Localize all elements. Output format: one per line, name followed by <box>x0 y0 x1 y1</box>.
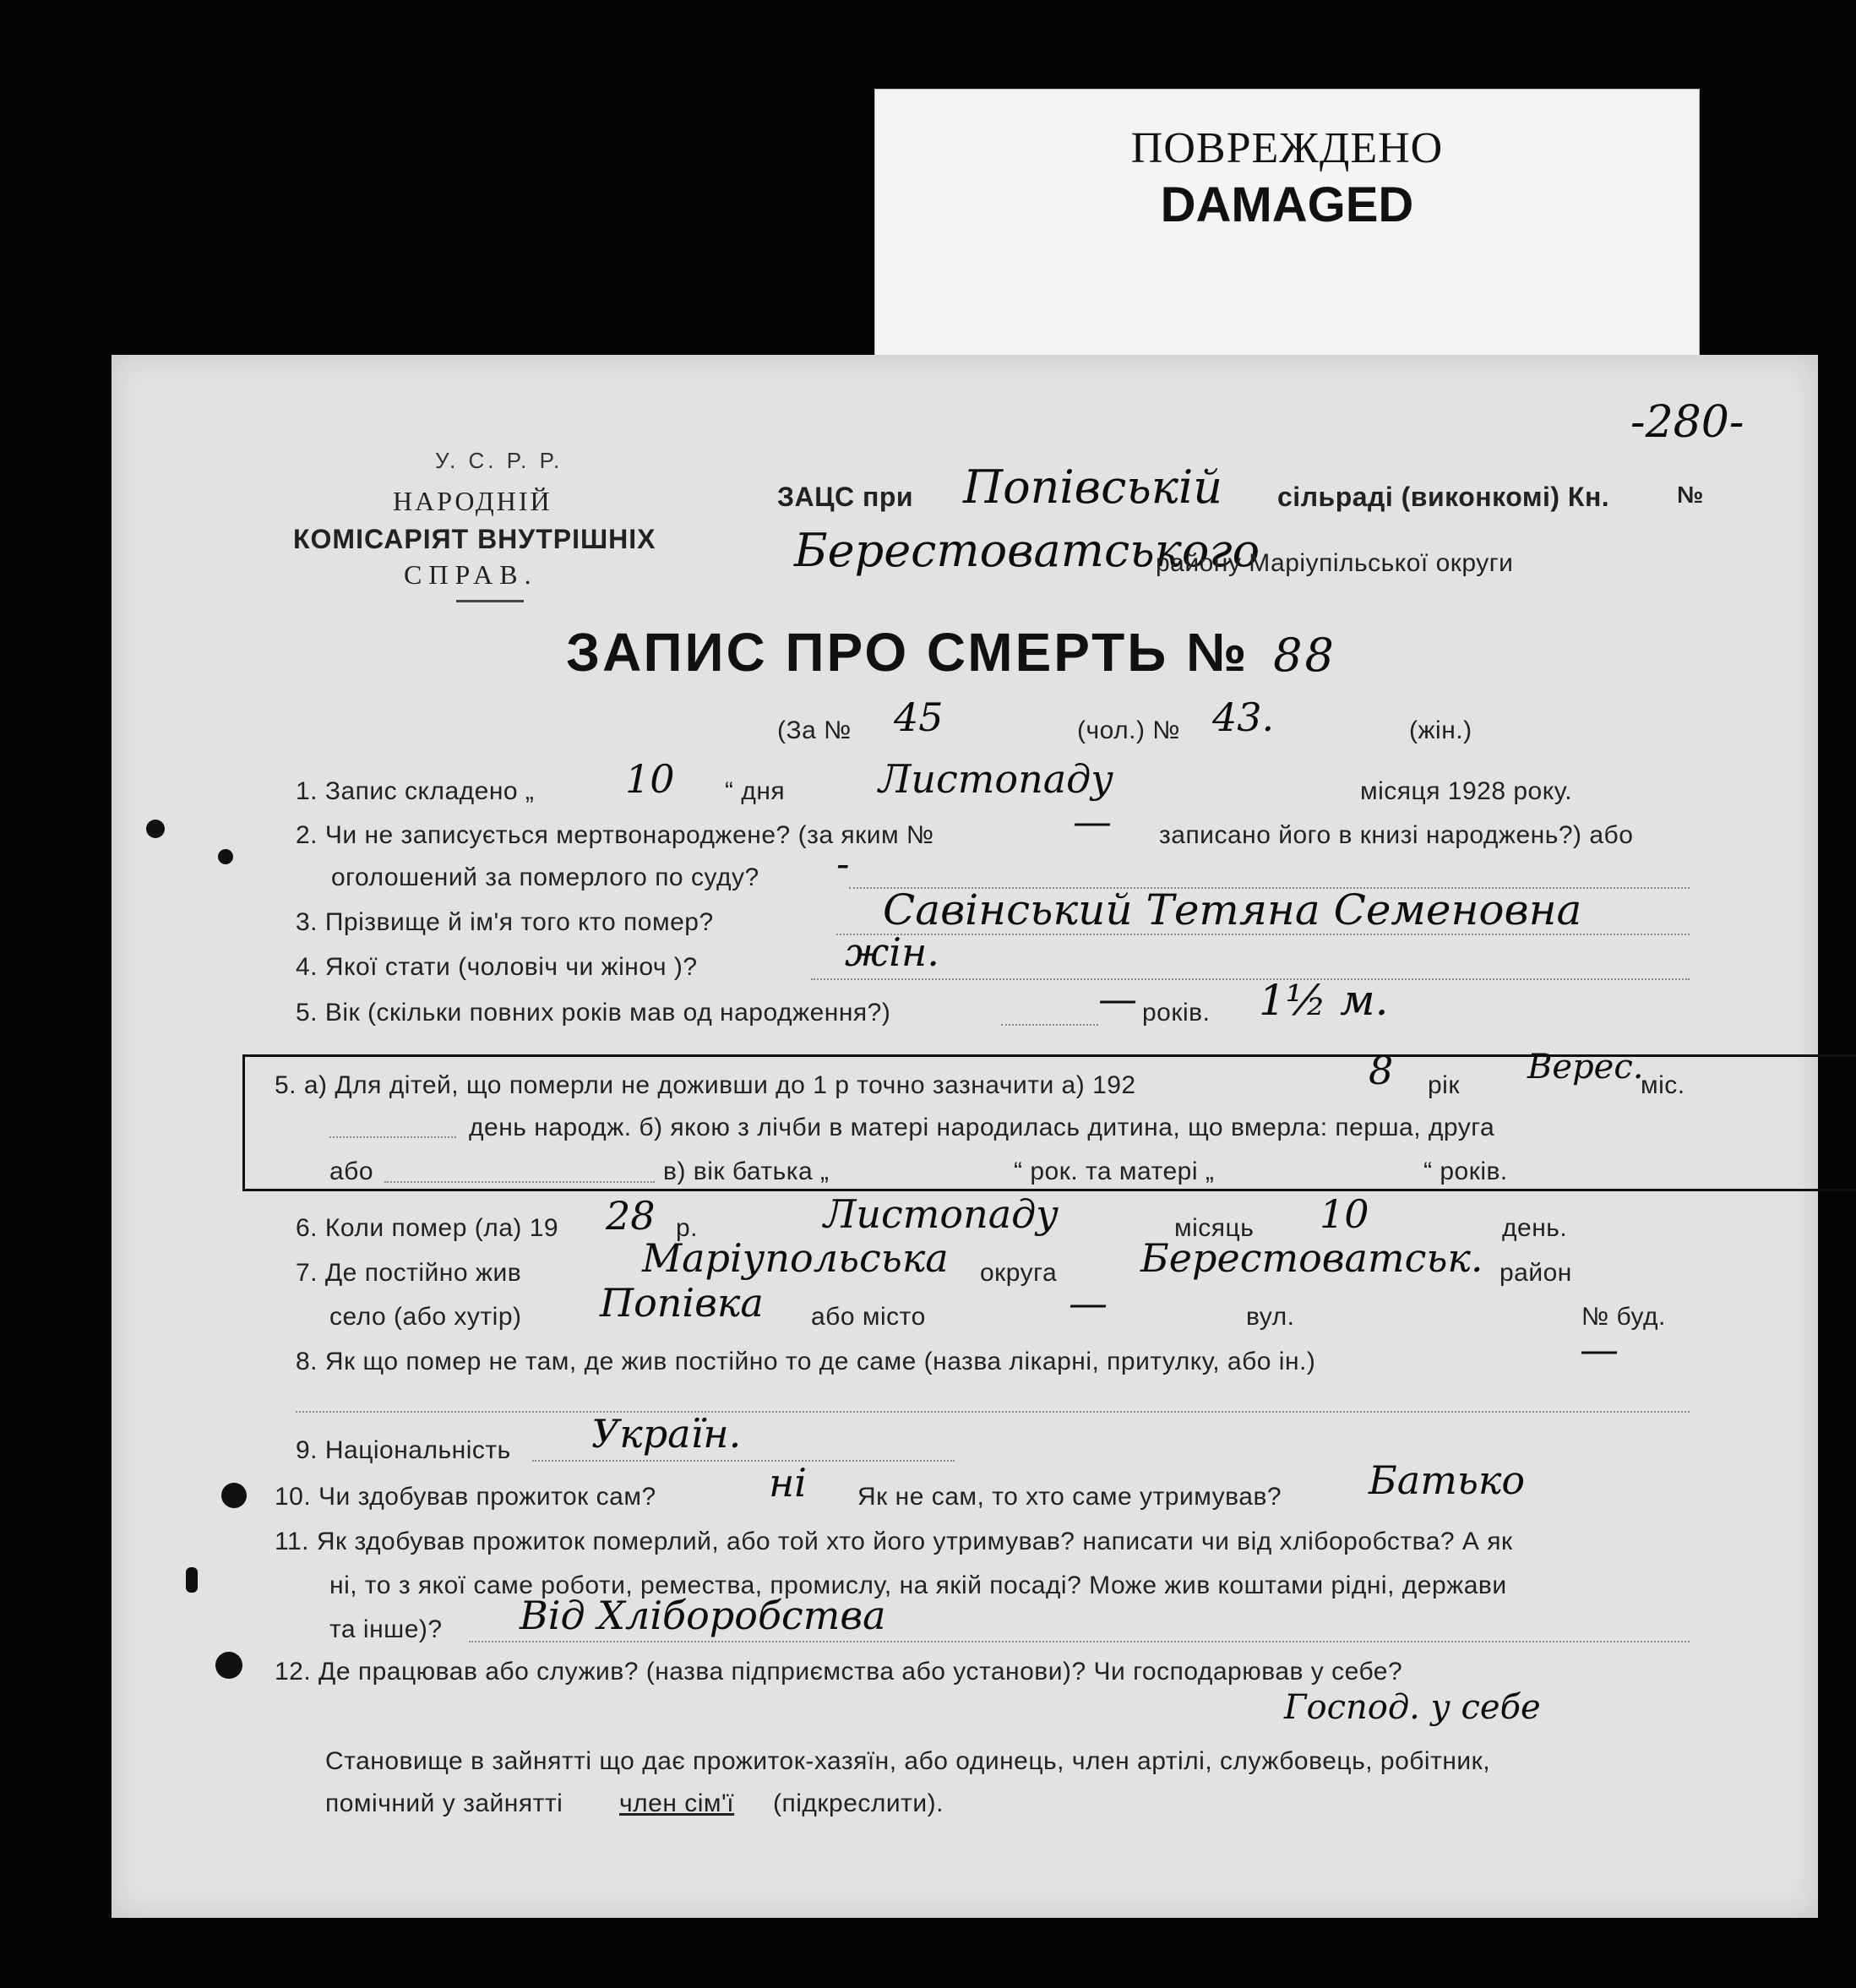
item6-text-c: місяць <box>1174 1214 1255 1242</box>
status-line2a: помічний у зайнятті <box>325 1789 563 1817</box>
item5-text-b: років. <box>1142 999 1211 1027</box>
zags-number-sign: № <box>1677 482 1704 508</box>
header-komisariat: КОМІСАРІЯТ ВНУТРІШНІХ <box>293 524 656 554</box>
item5a-line1b: рік <box>1428 1071 1460 1099</box>
page-title <box>566 621 1336 684</box>
page-number: -280- <box>1630 397 1744 448</box>
subtitle-male-hw: 45 <box>894 694 944 740</box>
item8-dotline <box>296 1411 1690 1413</box>
item11-line3: та інше)? <box>329 1615 443 1643</box>
header-ussr: У. С. Р. Р. <box>435 448 563 473</box>
item5a-line3d: “ років. <box>1423 1157 1508 1185</box>
item2-text-c: оголошений за померлого по суду? <box>331 863 759 891</box>
title-number-hw: 88 <box>1273 629 1336 682</box>
title-text: ЗАПИС ПРО СМЕРТЬ № <box>566 622 1249 683</box>
damage-spot <box>218 849 233 864</box>
subtitle-male-label: (чол.) № <box>1077 716 1180 744</box>
item6-day-hw: 10 <box>1320 1191 1369 1237</box>
zags-suffix: сільраді (виконкомі) Кн. <box>1277 482 1610 512</box>
damage-spot <box>215 1652 242 1679</box>
item7-raion-hw: Берестоватськ. <box>1140 1235 1483 1281</box>
district-hw: Берестоватського <box>794 524 1260 577</box>
header-sprav: СПРАВ. <box>404 559 538 590</box>
item10-hw1: ні <box>769 1460 808 1506</box>
item9-dotline <box>532 1460 955 1462</box>
item11-hw: Від Хліборобства <box>520 1593 886 1638</box>
item8-text: 8. Як що помер не там, де жив постійно то де саме (назва лікарні, притулку, або ін.) <box>296 1348 1316 1375</box>
item10-hw2: Батько <box>1369 1457 1526 1503</box>
status-line1: Становище в зайнятті що дає прожиток-хазяїн, або одинець, член артілі, службовець, робітник, <box>325 1747 1491 1775</box>
item6-text-b: р. <box>676 1214 699 1242</box>
item3-name-hw: Савінський Тетяна Семеновна <box>883 885 1582 934</box>
item1-text-c: місяця 1928 року. <box>1360 777 1573 805</box>
item5-hw-years: — <box>1098 976 1137 1021</box>
item4-dotline <box>811 978 1690 980</box>
item6-year-hw: 28 <box>606 1193 656 1239</box>
item5a-line3b: в) вік батька „ <box>663 1157 830 1185</box>
item5a-line3a: або <box>329 1157 374 1185</box>
zags-prefix: ЗАЦС при <box>777 482 914 512</box>
subtitle-female-label: (жін.) <box>1409 716 1472 744</box>
item5a-line1c: міс. <box>1641 1071 1685 1099</box>
damage-spot <box>146 820 165 838</box>
item4-sex-hw: жін. <box>845 929 939 975</box>
item5a-year-hw: 8 <box>1369 1048 1394 1093</box>
item7-text-a: 7. Де постійно жив <box>296 1259 522 1287</box>
item7-text-f: вул. <box>1246 1303 1295 1331</box>
header-narodniy: НАРОДНІЙ <box>393 486 552 516</box>
item5-hw-months: 1½ м. <box>1259 976 1389 1025</box>
item10-text-b: Як не сам, то хто саме утримував? <box>857 1483 1282 1511</box>
item1-text-b: “ дня <box>725 777 786 805</box>
item5-dotline-1 <box>1001 1024 1098 1026</box>
subtitle-female-hw: 43. <box>1212 694 1275 740</box>
item5a-month-hw: Верес. <box>1527 1048 1644 1087</box>
item2-text-a: 2. Чи не записується мертвонароджене? (за яким № <box>296 821 934 849</box>
item1-month-hw: Листопаду <box>879 756 1113 802</box>
status-line2b: член сім'ї <box>619 1789 735 1817</box>
damage-spot <box>221 1483 247 1508</box>
item8-hw: — <box>1580 1326 1619 1372</box>
item2-hw: — <box>1073 798 1112 844</box>
item11-line1: 11. Як здобував прожиток померлий, або той хто його утримував? написати чи від хліборобства? А як <box>275 1528 1513 1555</box>
item9-nationality-hw: Україн. <box>591 1411 742 1457</box>
item7-text-b: округа <box>980 1259 1058 1287</box>
item1-text-a: 1. Запис складено „ <box>296 777 535 805</box>
district-suffix: району Маріупільської округи <box>1156 549 1514 577</box>
item5a-line1: 5. а) Для дітей, що померли не доживши до 1 р точно зазначити а) 192 <box>275 1071 1136 1099</box>
item2-text-b: записано його в книзі народжень?) або <box>1159 821 1634 849</box>
item6-month-hw: Листопаду <box>824 1191 1059 1237</box>
item7-text-c: район <box>1499 1259 1572 1287</box>
item1-day-hw: 10 <box>625 756 675 802</box>
item5a-line2: день народж. б) якою з лічби в матері народилась дитина, що вмерла: перша, друга <box>469 1114 1495 1141</box>
header-rule <box>456 600 524 602</box>
item7-text-d: село (або хутір) <box>329 1303 522 1331</box>
item11-line2: ні, то з якої саме роботи, ремества, промислу, на якій посаді? Може жив коштами рідні, держави <box>329 1571 1507 1599</box>
item6-text-d: день. <box>1502 1214 1568 1242</box>
item12-hw: Господ. у себе <box>1284 1688 1541 1727</box>
item5a-order-dotline <box>384 1181 655 1183</box>
item7-text-g: № буд. <box>1581 1303 1666 1331</box>
damaged-label-card <box>874 89 1700 369</box>
item11-dotline <box>469 1641 1690 1642</box>
item4-text: 4. Якої стати (чоловіч чи жіноч )? <box>296 953 698 981</box>
item7-text-e: або місто <box>811 1303 926 1331</box>
item5-text-a: 5. Вік (скільки повних років мав од народження?) <box>296 999 891 1027</box>
item2-hw2: - <box>836 841 850 886</box>
item3-dotline <box>836 934 1690 935</box>
item12-text: 12. Де працював або служив? (назва підприємства або установи)? Чи господарював у себе? <box>275 1658 1403 1686</box>
damaged-label-english: DAMAGED <box>1160 177 1414 232</box>
item3-text: 3. Прізвище й ім'я того кто помер? <box>296 908 714 936</box>
item5a-day-dotline <box>329 1136 456 1138</box>
item7-okruga-hw: Маріупольська <box>642 1235 949 1281</box>
item7-selo-hw: Попівка <box>600 1280 764 1326</box>
damage-spot <box>186 1567 198 1593</box>
zags-village-hw: Попівській <box>963 460 1223 514</box>
item10-text-a: 10. Чи здобував прожиток сам? <box>275 1483 656 1511</box>
subtitle-za: (За № <box>777 716 852 744</box>
damaged-label-russian: ПОВРЕЖДЕНО <box>1130 124 1444 172</box>
item9-text: 9. Національність <box>296 1436 511 1464</box>
item5a-line3c: “ рок. та матері „ <box>1014 1157 1215 1185</box>
item6-text-a: 6. Коли помер (ла) 19 <box>296 1214 559 1242</box>
status-line2c: (підкреслити). <box>773 1789 944 1817</box>
item7-misto-hw: — <box>1069 1280 1108 1326</box>
